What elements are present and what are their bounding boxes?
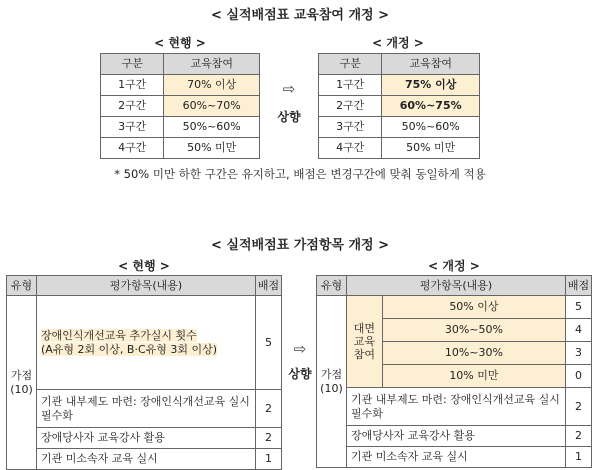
table-cell: 3구간 bbox=[101, 117, 164, 138]
header-cell: 구분 bbox=[319, 54, 382, 75]
item-cell: 기관 내부제도 마련: 장애인식개선교육 실시 필수화 bbox=[346, 388, 565, 426]
header-cell: 교육참여 bbox=[382, 54, 480, 75]
table-cell: 50%~60% bbox=[382, 117, 480, 138]
change-label: 상향 bbox=[288, 367, 312, 381]
type-cell: 가점 (10) bbox=[317, 296, 347, 468]
table-cell: 75% 이상 bbox=[382, 75, 480, 96]
header-cell: 유형 bbox=[7, 276, 37, 296]
item-cell: 장애당사자 교육강사 활용 bbox=[36, 428, 255, 449]
section1-current-table bbox=[100, 53, 260, 159]
table-cell: 4구간 bbox=[101, 138, 164, 159]
header-cell: 교육참여 bbox=[164, 54, 260, 75]
section1-current-label: < 현행 > bbox=[154, 36, 206, 50]
item-cell: 장애당사자 교육강사 활용 bbox=[346, 426, 565, 447]
score-cell: 0 bbox=[566, 365, 592, 388]
section2-current-label: < 현행 > bbox=[118, 259, 170, 273]
section1-title: < 실적배점표 교육참여 개정 > bbox=[210, 8, 390, 23]
score-cell: 2 bbox=[566, 388, 592, 426]
table-cell: 70% 이상 bbox=[164, 75, 260, 96]
table-cell: 3구간 bbox=[319, 117, 382, 138]
score-cell: 2 bbox=[256, 390, 282, 428]
section2-revised-table bbox=[316, 275, 592, 468]
header-cell: 평가항목(내용) bbox=[346, 276, 565, 296]
item-cell: 기관 미소속자 교육 실시 bbox=[346, 447, 565, 468]
type-cell: 가점 (10) bbox=[7, 296, 37, 470]
item-cell bbox=[36, 296, 255, 390]
section1-revised-table bbox=[318, 53, 480, 159]
range-cell: 10% 미만 bbox=[382, 365, 565, 388]
header-cell: 유형 bbox=[317, 276, 347, 296]
item-cell: 기관 내부제도 마련: 장애인식개선교육 실시 필수화 bbox=[36, 390, 255, 428]
score-cell: 2 bbox=[256, 428, 282, 449]
header-cell: 구분 bbox=[101, 54, 164, 75]
score-cell: 5 bbox=[256, 296, 282, 390]
range-cell: 30%~50% bbox=[382, 319, 565, 342]
range-cell: 50% 이상 bbox=[382, 296, 565, 319]
section2-revised-label: < 개정 > bbox=[428, 259, 480, 273]
table-cell: 2구간 bbox=[101, 96, 164, 117]
table-cell: 2구간 bbox=[319, 96, 382, 117]
table-cell: 4구간 bbox=[319, 138, 382, 159]
highlighted-item-text: 장애인식개선교육 추가실시 횟수 (A유형 2회 이상, B·C유형 3회 이상) bbox=[40, 329, 218, 356]
table-cell: 1구간 bbox=[101, 75, 164, 96]
section1-revised-label: < 개정 > bbox=[372, 36, 424, 50]
footnote: * 50% 미만 하한 구간은 유지하고, 배점은 변경구간에 맞춰 동일하게 적용 bbox=[114, 167, 486, 181]
item-cell: 기관 미소속자 교육 실시 bbox=[36, 449, 255, 470]
header-cell: 배점 bbox=[256, 276, 282, 296]
table-cell: 50% 미만 bbox=[382, 138, 480, 159]
header-cell: 평가항목(내용) bbox=[36, 276, 255, 296]
right-arrow-icon: ⇨ bbox=[282, 80, 296, 98]
group-cell: 대면 교육 참여 bbox=[346, 296, 382, 388]
right-arrow-icon: ⇨ bbox=[293, 340, 307, 358]
section2-current-table bbox=[6, 275, 282, 470]
table-cell: 50%~60% bbox=[164, 117, 260, 138]
score-cell: 4 bbox=[566, 319, 592, 342]
range-cell: 10%~30% bbox=[382, 342, 565, 365]
score-cell: 3 bbox=[566, 342, 592, 365]
section2-title: < 실적배점표 가점항목 개정 > bbox=[210, 238, 390, 253]
score-cell: 2 bbox=[566, 426, 592, 447]
table-cell: 50% 미만 bbox=[164, 138, 260, 159]
score-cell: 1 bbox=[566, 447, 592, 468]
change-label: 상향 bbox=[277, 110, 301, 124]
table-cell: 60%~70% bbox=[164, 96, 260, 117]
score-cell: 1 bbox=[256, 449, 282, 470]
header-cell: 배점 bbox=[566, 276, 592, 296]
table-cell: 1구간 bbox=[319, 75, 382, 96]
table-cell: 60%~75% bbox=[382, 96, 480, 117]
score-cell: 5 bbox=[566, 296, 592, 319]
